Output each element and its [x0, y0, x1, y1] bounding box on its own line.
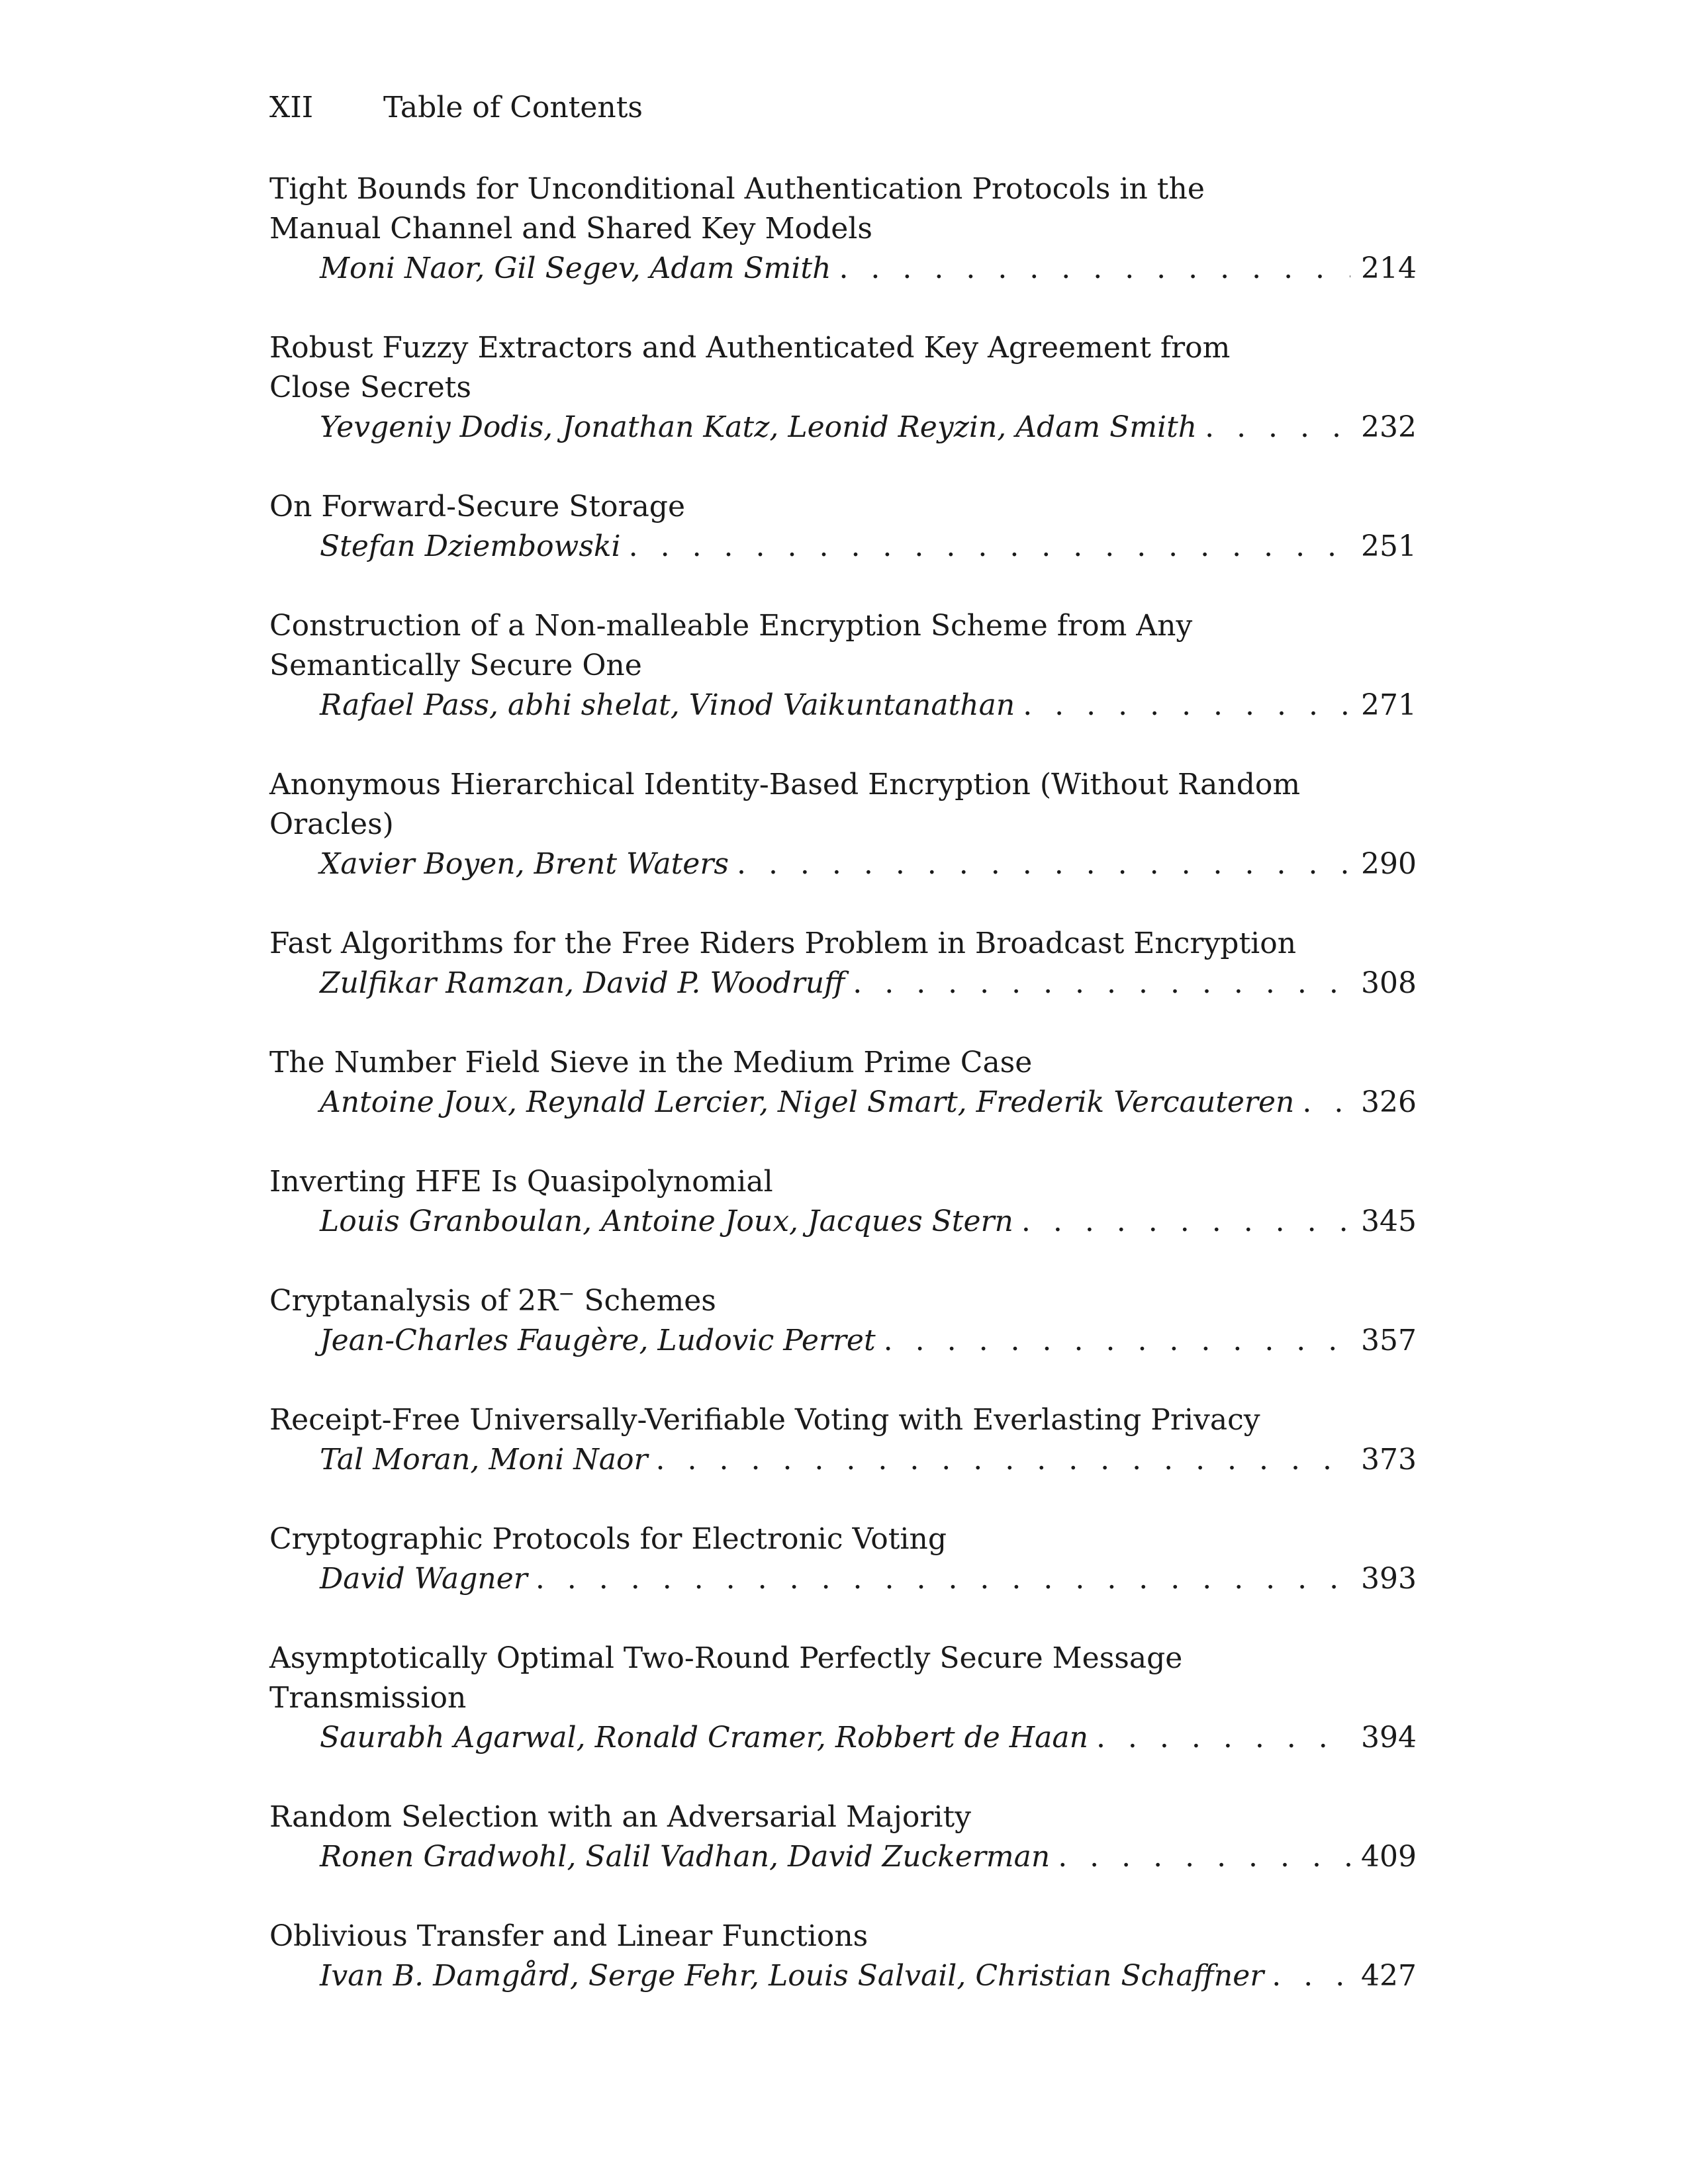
entry-page-number: 357: [1361, 1324, 1417, 1357]
entry-authors: Louis Granboulan, Antoine Joux, Jacques Stern: [320, 1205, 1013, 1238]
toc-entry[interactable]: [269, 1917, 1417, 1996]
entry-title-line: Oblivious Transfer and Linear Functions: [269, 1919, 868, 1953]
dot-leader: [1302, 1083, 1350, 1122]
entry-author-line: [269, 1083, 1417, 1122]
entry-title-line: The Number Field Sieve in the Medium Prime Case: [269, 1046, 1033, 1079]
toc-entry[interactable]: [269, 328, 1417, 447]
entry-title-line: Anonymous Hierarchical Identity-Based Encryption (Without Random: [269, 768, 1301, 801]
dot-leader: [1205, 408, 1350, 447]
entry-title-line: Inverting HFE Is Quasipolynomial: [269, 1165, 773, 1199]
entry-author-line: [269, 1559, 1417, 1599]
entry-authors: Moni Naor, Gil Segev, Adam Smith: [320, 251, 831, 285]
entry-author-line: [269, 1718, 1417, 1758]
entry-author-line: [269, 408, 1417, 447]
toc-entry[interactable]: [269, 765, 1417, 884]
toc-entry[interactable]: [269, 1162, 1417, 1242]
toc-entry[interactable]: [269, 1639, 1417, 1758]
dot-leader: [1021, 1202, 1350, 1242]
entry-author-line: [269, 527, 1417, 567]
entry-author-line: [269, 1956, 1417, 1996]
toc-entry[interactable]: [269, 1520, 1417, 1599]
toc-entry[interactable]: [269, 606, 1417, 725]
dot-leader: [1023, 686, 1350, 725]
entry-page-number: 393: [1361, 1562, 1417, 1596]
entry-page-number: 326: [1361, 1085, 1417, 1119]
entry-title-line: Receipt-Free Universally-Verifiable Voting with Everlasting Privacy: [269, 1403, 1260, 1437]
entry-authors: David Wagner: [320, 1562, 528, 1596]
table-of-contents: [269, 169, 1417, 1996]
entry-authors: Stefan Dziembowski: [320, 529, 621, 563]
entry-title-line: Asymptotically Optimal Two-Round Perfectly Secure Message: [269, 1641, 1183, 1675]
entry-page-number: 394: [1361, 1721, 1417, 1754]
running-head-title: Table of Contents: [383, 91, 643, 124]
entry-author-line: [269, 844, 1417, 884]
toc-entry[interactable]: [269, 1797, 1417, 1877]
entry-authors: Tal Moran, Moni Naor: [320, 1443, 648, 1477]
entry-page-number: 290: [1361, 847, 1417, 881]
entry-authors: Zulfikar Ramzan, David P. Woodruff: [320, 966, 845, 1000]
entry-authors: Rafael Pass, abhi shelat, Vinod Vaikuntanathan: [320, 688, 1015, 722]
entry-page-number: 427: [1361, 1959, 1417, 1993]
entry-author-line: [269, 249, 1417, 289]
entry-page-number: 232: [1361, 410, 1417, 444]
entry-page-number: 373: [1361, 1443, 1417, 1477]
entry-title-part: Cryptanalysis of 2R: [269, 1284, 559, 1318]
entry-title-line: Cryptographic Protocols for Electronic Voting: [269, 1522, 947, 1556]
entry-author-line: [269, 1440, 1417, 1480]
entry-title-line: Transmission: [269, 1681, 467, 1715]
entry-title-line: On Forward-Secure Storage: [269, 490, 686, 523]
dot-leader: [839, 249, 1350, 289]
page-folio: XII: [269, 91, 314, 124]
entry-page-number: 409: [1361, 1840, 1417, 1874]
entry-title-line: Close Secrets: [269, 371, 471, 404]
entry-authors: Saurabh Agarwal, Ronald Cramer, Robbert de Haan: [320, 1721, 1088, 1754]
entry-author-line: [269, 1321, 1417, 1361]
entry-title-line: [269, 1281, 1417, 1321]
toc-entry[interactable]: [269, 1281, 1417, 1361]
entry-page-number: 251: [1361, 529, 1417, 563]
toc-entry[interactable]: [269, 924, 1417, 1003]
running-head: [269, 88, 643, 128]
entry-title-line: Manual Channel and Shared Key Models: [269, 212, 872, 246]
dot-leader: [1058, 1837, 1350, 1877]
dot-leader: [1096, 1718, 1350, 1758]
dot-leader: [536, 1559, 1350, 1599]
entry-author-line: [269, 1837, 1417, 1877]
entry-title-line: Tight Bounds for Unconditional Authentication Protocols in the: [269, 172, 1205, 206]
dot-leader: [737, 844, 1350, 884]
entry-page-number: 308: [1361, 966, 1417, 1000]
entry-title-line: Construction of a Non-malleable Encryption Scheme from Any: [269, 609, 1193, 643]
entry-page-number: 345: [1361, 1205, 1417, 1238]
entry-author-line: [269, 1202, 1417, 1242]
entry-authors: Ivan B. Damgård, Serge Fehr, Louis Salvail, Christian Schaffner: [320, 1959, 1264, 1993]
dot-leader: [853, 964, 1350, 1003]
entry-author-line: [269, 686, 1417, 725]
entry-page-number: 271: [1361, 688, 1417, 722]
entry-title-line: Random Selection with an Adversarial Majority: [269, 1800, 972, 1834]
entry-page-number: 214: [1361, 251, 1417, 285]
entry-author-line: [269, 964, 1417, 1003]
entry-title-part: Schemes: [575, 1284, 716, 1318]
dot-leader: [629, 527, 1350, 567]
dot-leader: [1272, 1956, 1350, 1996]
entry-authors: Jean-Charles Faugère, Ludovic Perret: [320, 1324, 876, 1357]
entry-authors: Antoine Joux, Reynald Lercier, Nigel Smart, Frederik Vercauteren: [320, 1085, 1295, 1119]
entry-authors: Xavier Boyen, Brent Waters: [320, 847, 729, 881]
entry-title-line: Semantically Secure One: [269, 649, 642, 682]
dot-leader: [884, 1321, 1350, 1361]
toc-entry[interactable]: [269, 1043, 1417, 1122]
entry-title-line: Fast Algorithms for the Free Riders Problem in Broadcast Encryption: [269, 927, 1297, 960]
entry-authors: Yevgeniy Dodis, Jonathan Katz, Leonid Reyzin, Adam Smith: [320, 410, 1197, 444]
toc-entry[interactable]: [269, 169, 1417, 289]
entry-authors: Ronen Gradwohl, Salil Vadhan, David Zuckerman: [320, 1840, 1051, 1874]
dot-leader: [656, 1440, 1350, 1480]
toc-entry[interactable]: [269, 487, 1417, 567]
superscript-minus: −: [558, 1282, 575, 1306]
entry-title-line: Oracles): [269, 807, 394, 841]
toc-entry[interactable]: [269, 1400, 1417, 1480]
entry-title-line: Robust Fuzzy Extractors and Authenticated Key Agreement from: [269, 331, 1231, 365]
